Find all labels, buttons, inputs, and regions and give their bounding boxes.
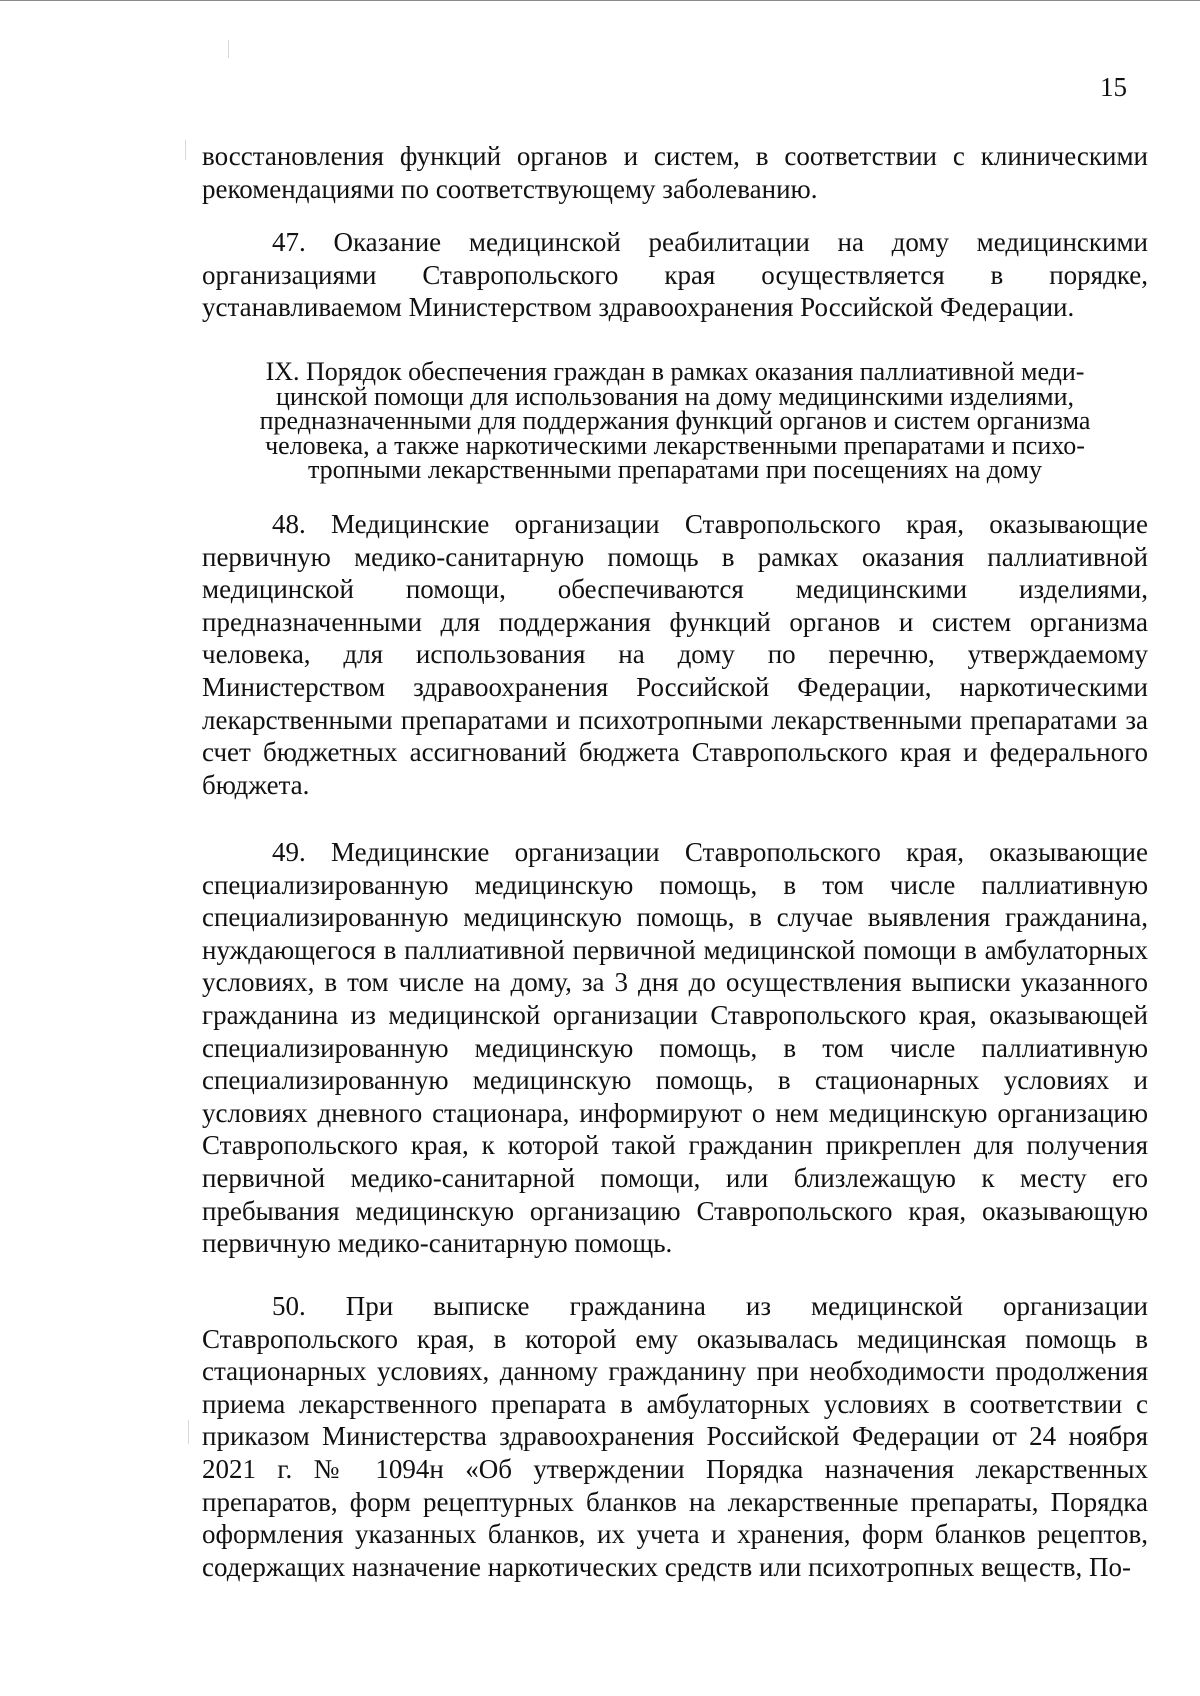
paragraph-48: 48. Медицинские организации Ставропольского края, оказывающие первичную медико-санитарную помощь в рамках оказания паллиативной медицинской помощи, обеспечиваются медицинскими изделиями, предназначенными для поддержания функций органов и систем организма человека, для использования на дому по перечню, утверждаемому Министерством здравоохранения Российской Федерации, наркотическими лекарственными препаратами и психотропными лекарственными препаратами за счет бюджетных ассигнований бюджета Ставропольского края и федерального бюджета. bbox=[202, 509, 1148, 800]
scan-margin-mark bbox=[228, 40, 229, 58]
scan-top-edge bbox=[0, 0, 1200, 1]
paragraph-47: 47. Оказание медицинской реабилитации на дому медицинскими организациями Ставропольского края осуществляется в порядке, устанавливаемом Министерством здравоохранения Российской Федерации. bbox=[202, 227, 1148, 323]
scan-margin-mark bbox=[188, 1420, 189, 1444]
section-heading-line: предназначенными для поддержания функций органов и систем организма bbox=[259, 406, 1091, 435]
section-heading-ix bbox=[202, 357, 1148, 484]
section-heading-line: тропными лекарственными препаратами при посещениях на дому bbox=[307, 455, 1042, 484]
section-heading-line: человека, а также наркотическими лекарственными препаратами и психо- bbox=[265, 430, 1085, 460]
page-number: 15 bbox=[1100, 72, 1127, 102]
paragraph-continuation: восстановления функций органов и систем, в соответствии с клиническими рекомендациями по соответствующему заболеванию. bbox=[202, 141, 1148, 204]
scan-margin-mark bbox=[185, 140, 186, 160]
section-heading-line: цинской помощи для использования на дому медицинскими изделиями, bbox=[275, 381, 1075, 411]
paragraph-50: 50. При выписке гражданина из медицинской организации Ставропольского края, в которой ему оказывалась медицинская помощь в стационарных условиях, данному гражданину при необходимости продолжения приема лекарственного препарата в амбулаторных условиях в соответствии с приказом Министерства здравоохранения Российской Федерации от 24 ноября 2021 г. № 1094н «Об утверждении Порядка назначения лекарственных препаратов, форм рецептурных бланков на лекарственные препараты, Порядка оформления указанных бланков, их учета и хранения, форм бланков рецептов, содержащих назначение наркотических средств или психотропных веществ, По- bbox=[202, 1291, 1148, 1582]
paragraph-49: 49. Медицинские организации Ставропольского края, оказывающие специализированную медицинскую помощь, в том числе паллиативную специализированную медицинскую помощь, в случае выявления гражданина, нуждающегося в паллиативной первичной медицинской помощи в амбулаторных условиях, в том числе на дому, за 3 дня до осуществления выписки указанного гражданина из медицинской организации Ставропольского края, оказывающей специализированную медицинскую помощь, в том числе паллиативную специализированную медицинскую помощь, в стационарных условиях и условиях дневного стационара, информируют о нем медицинскую организацию Ставропольского края, к которой такой гражданин прикреплен для получения первичной медико-санитарной помощи, или близлежащую к месту его пребывания медицинскую организацию Ставропольского края, оказывающую первичную медико-санитарную помощь. bbox=[202, 837, 1148, 1259]
section-heading-line: IX. Порядок обеспечения граждан в рамках оказания паллиативной меди- bbox=[265, 357, 1085, 386]
